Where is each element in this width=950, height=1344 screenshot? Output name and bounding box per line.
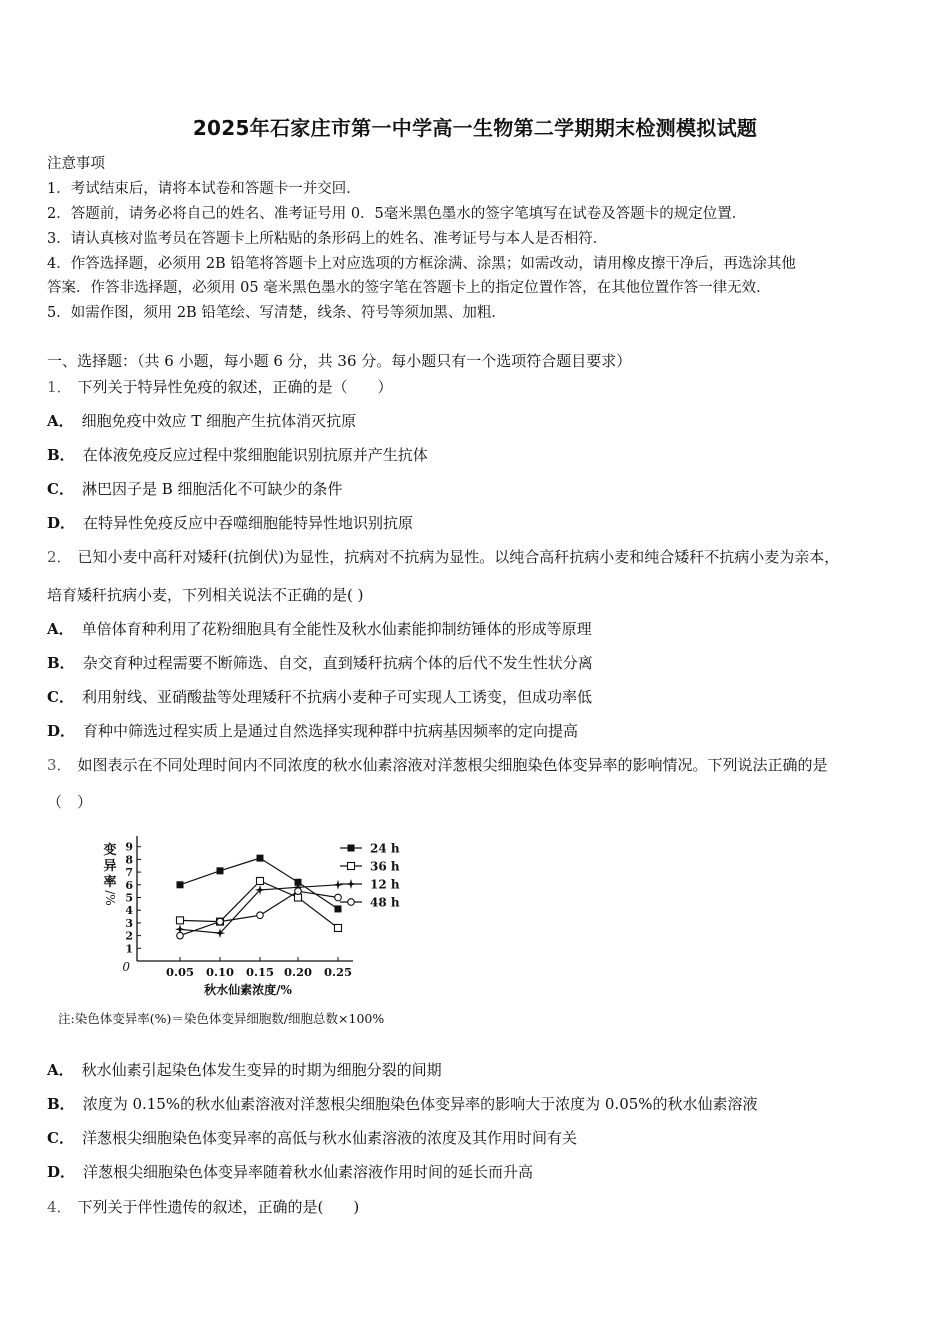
question-3-number: 3． — [47, 756, 72, 774]
legend-label: 36 h — [370, 859, 400, 874]
notice-heading: 注意事项 — [47, 156, 105, 172]
option-label: D． — [47, 722, 76, 740]
notice-item-3: 3．请认真核对监考员在答题卡上所粘贴的条形码上的姓名、准考证号与本人是否相符． — [47, 231, 608, 247]
option-label: D． — [47, 514, 76, 532]
data-point — [217, 918, 224, 925]
question-3-text: 如图表示在不同处理时间内不同浓度的秋水仙素溶液对洋葱根尖细胞染色体变异率的影响情况。下列说法正确的是 — [77, 756, 828, 774]
chart-note: 注:染色体变异率(%)＝染色体变异细胞数/细胞总数×100% — [58, 1011, 385, 1026]
option-text: 浓度为 0.15%的秋水仙素溶液对洋葱根尖细胞染色体变异率的影响大于浓度为 0.05%的秋水仙素溶液 — [82, 1095, 758, 1113]
y-tick-label: 9 — [125, 840, 133, 854]
question-1-option-a — [47, 410, 356, 431]
question-4-number: 4． — [47, 1198, 72, 1216]
question-3-option-b — [47, 1093, 758, 1114]
question-2-text: 已知小麦中高秆对矮秆(抗倒伏)为显性，抗病对不抗病为显性。以纯合高秆抗病小麦和纯合矮秆不抗病小麦为亲本， — [77, 548, 840, 566]
question-3-option-a — [47, 1059, 442, 1080]
option-text: 育种中筛选过程实质上是通过自然选择实现种群中抗病基因频率的定向提高 — [83, 722, 579, 740]
y-tick-label: 1 — [125, 942, 133, 956]
question-2-number: 2． — [47, 548, 72, 566]
data-point — [177, 917, 184, 924]
option-text: 在体液免疫反应过程中浆细胞能识别抗原并产生抗体 — [82, 446, 428, 464]
option-text: 单倍体育种利用了花粉细胞具有全能性及秋水仙素能抑制纺锤体的形成等原理 — [81, 620, 592, 638]
question-2-option-b — [47, 652, 593, 673]
data-point — [257, 877, 264, 884]
data-point — [335, 924, 342, 931]
option-label: D． — [47, 1163, 76, 1181]
data-point — [177, 881, 184, 888]
y-tick-label: 2 — [125, 929, 133, 943]
legend-marker — [348, 845, 355, 852]
option-label: B． — [47, 446, 75, 464]
option-label: A． — [47, 1061, 74, 1079]
notice-item-4: 4．作答选择题，必须用 2B 铅笔将答题卡上对应选项的方框涂满、涂黑；如需改动，请用橡皮擦干净后，再选涂其他 — [47, 256, 796, 272]
y-tick-label: 6 — [125, 878, 133, 892]
question-1-text: 下列关于特异性免疫的叙述，正确的是（ ） — [77, 378, 393, 396]
option-text: 利用射线、亚硝酸盐等处理矮秆不抗病小麦种子可实现人工诱变，但成功率低 — [81, 688, 592, 706]
option-text: 洋葱根尖细胞染色体变异率的高低与秋水仙素溶液的浓度及其作用时间有关 — [81, 1129, 577, 1147]
series-line — [180, 881, 338, 928]
option-label: B． — [47, 1095, 75, 1113]
notice-item-4-cont: 答案．作答非选择题，必须用 05 毫米黑色墨水的签字笔在答题卡上的指定位置作答，在其他位置作答一律无效． — [47, 280, 771, 296]
question-1-number: 1． — [47, 378, 72, 396]
question-3-text-cont: （ ） — [47, 793, 93, 811]
y-tick-label: 3 — [125, 916, 133, 930]
data-point — [335, 905, 342, 912]
y-label-char: /% — [103, 890, 117, 906]
legend-marker — [348, 899, 355, 906]
section-heading: 一、选择题：（共 6 小题，每小题 6 分，共 36 分。每小题只有一个选项符合题目要求） — [47, 352, 632, 370]
x-tick-label: 0.10 — [205, 965, 235, 979]
legend-label: 48 h — [370, 895, 400, 910]
question-1-stem — [47, 376, 393, 397]
data-point — [295, 894, 302, 901]
option-label: C． — [47, 688, 74, 706]
notice-item-2: 2．答题前，请务必将自己的姓名、准考证号用 0．5毫米黑色墨水的签字笔填写在试卷及答题卡的规定位置． — [47, 206, 747, 222]
question-1-option-b — [47, 444, 428, 465]
question-1-option-d — [47, 512, 413, 533]
question-3-stem — [47, 754, 828, 775]
y-label-char: 异 — [103, 859, 117, 874]
data-point — [295, 888, 302, 895]
question-4-stem — [47, 1196, 359, 1217]
legend-marker — [348, 863, 355, 870]
page-title: 2025年石家庄市第一中学高一生物第二学期期末检测模拟试题 — [192, 116, 758, 140]
x-tick-label: 0.05 — [165, 965, 195, 979]
question-2-option-d — [47, 720, 578, 741]
legend-marker — [346, 879, 356, 889]
x-tick-label: 0.25 — [323, 965, 353, 979]
option-label: A． — [47, 620, 74, 638]
notice-item-1: 1．考试结束后，请将本试卷和答题卡一并交回． — [47, 181, 361, 197]
y-label-char: 率 — [103, 875, 117, 890]
series-line — [180, 885, 338, 933]
option-text: 洋葱根尖细胞染色体变异率随着秋水仙素溶液作用时间的延长而升高 — [83, 1163, 534, 1181]
data-point — [257, 912, 264, 919]
data-point — [333, 880, 343, 890]
notice-item-5: 5．如需作图，须用 2B 铅笔绘、写清楚，线条、符号等须加黑、加粗． — [47, 305, 506, 321]
question-1-option-c — [47, 478, 343, 499]
y-axis-label — [103, 842, 117, 906]
option-label: B． — [47, 654, 75, 672]
chromosome-variation-chart — [48, 826, 468, 1036]
option-text: 在特异性免疫反应中吞噬细胞能特异性地识别抗原 — [83, 514, 414, 532]
data-point — [217, 867, 224, 874]
option-text: 淋巴因子是 B 细胞活化不可缺少的条件 — [81, 480, 343, 498]
question-2-text-cont: 培育矮秆抗病小麦，下列相关说法不正确的是( ) — [47, 586, 364, 604]
question-3-option-c — [47, 1127, 577, 1148]
y-tick-label: 8 — [125, 853, 133, 867]
option-text: 细胞免疫中效应 T 细胞产生抗体消灭抗原 — [81, 412, 357, 430]
x-tick-label: 0.15 — [245, 965, 275, 979]
y-label-char: 变 — [103, 843, 117, 858]
option-label: C． — [47, 1129, 74, 1147]
x-tick-label: 0.20 — [283, 965, 313, 979]
data-point — [335, 894, 342, 901]
option-text: 秋水仙素引起染色体发生变异的时期为细胞分裂的间期 — [81, 1061, 442, 1079]
question-4-text: 下列关于伴性遗传的叙述，正确的是( ) — [77, 1198, 360, 1216]
legend-label: 24 h — [370, 841, 400, 856]
question-2-option-c — [47, 686, 592, 707]
question-2-option-a — [47, 618, 592, 639]
data-point — [257, 855, 264, 862]
option-label: A． — [47, 412, 74, 430]
y-tick-label: 4 — [125, 904, 133, 918]
x-axis-label: 秋水仙素浓度/% — [204, 983, 292, 997]
option-label: C． — [47, 480, 74, 498]
option-text: 杂交育种过程需要不断筛选、自交，直到矮秆抗病个体的后代不发生性状分离 — [82, 654, 593, 672]
y-tick-label: 5 — [125, 891, 133, 905]
question-3-option-d — [47, 1161, 533, 1182]
origin-label: 0 — [122, 960, 130, 974]
legend-label: 12 h — [370, 877, 400, 892]
y-tick-label: 7 — [125, 866, 133, 880]
data-point — [177, 932, 184, 939]
question-2-stem — [47, 546, 839, 567]
